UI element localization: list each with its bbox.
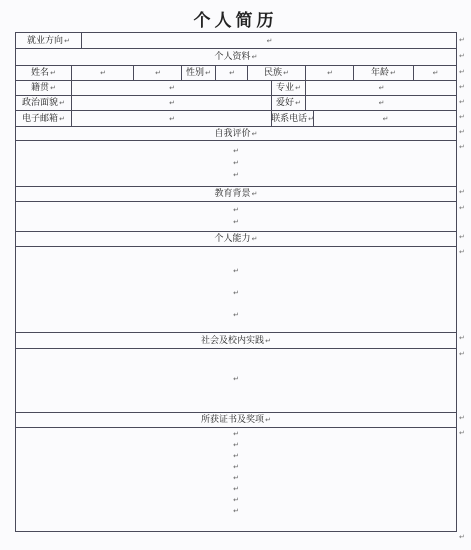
personal-row-1: 姓名 ↵ ↵ ↵ 性别 ↵ ↵ 民族 ↵ ↵ 年龄 ↵ ↵ — [16, 66, 456, 81]
certificates-header: 所获证书及奖项 ↵ — [16, 413, 456, 428]
career-label-cell: 就业方向 ↵ — [16, 33, 82, 48]
ethnicity-label: 民族 — [264, 68, 283, 78]
major-input[interactable]: ↵ — [378, 84, 385, 92]
career-label: 就业方向 — [27, 35, 64, 46]
certificates-title: 所获证书及奖项 — [201, 415, 265, 425]
name-label: 姓名 — [31, 68, 50, 78]
hobby-label: 爱好 — [276, 98, 295, 108]
self-eval-title: 自我评价 — [214, 128, 251, 139]
practice-body[interactable]: ↵ — [16, 349, 456, 413]
abilities-header: 个人能力 ↵ — [16, 232, 456, 247]
phone-input[interactable]: ↵ — [382, 114, 389, 123]
certificates-body[interactable]: ↵ ↵ ↵ ↵ ↵ ↵ ↵ ↵ — [233, 430, 239, 515]
personal-section-header: 个人资料 ↵ — [16, 49, 456, 66]
origin-label: 籍贯 — [31, 83, 50, 93]
education-body[interactable]: ↵ ↵ — [16, 202, 456, 232]
personal-section-title: 个人资料 — [214, 52, 251, 62]
abilities-body[interactable]: ↵ ↵ ↵ — [16, 247, 456, 333]
personal-row-2: 籍贯 ↵ ↵ 专业 ↵ ↵ — [16, 81, 456, 96]
practice-title: 社会及校内实践 — [201, 335, 265, 346]
email-input[interactable]: ↵ — [72, 111, 272, 126]
resume-form — [15, 32, 457, 532]
self-eval-header: 自我评价 ↵ — [16, 127, 456, 141]
name-input[interactable]: ↵ — [72, 66, 134, 80]
major-label: 专业 — [276, 83, 295, 93]
political-input[interactable]: ↵ — [72, 96, 272, 110]
practice-header: 社会及校内实践 ↵ — [16, 333, 456, 349]
origin-input[interactable]: ↵ — [72, 81, 272, 95]
ethnicity-input[interactable]: ↵ — [306, 66, 354, 80]
political-label: 政治面貌 — [22, 98, 59, 108]
phone-label: 联系电话 — [271, 113, 308, 124]
personal-row-4: 电子邮箱 ↵ ↵ 联系电话 ↵ ↵ — [16, 111, 456, 127]
name-input-extra[interactable]: ↵ — [134, 66, 182, 80]
gender-input[interactable]: ↵ — [216, 66, 248, 80]
education-header: 教育背景 ↵ — [16, 187, 456, 202]
email-label: 电子邮箱 — [22, 113, 59, 124]
education-title: 教育背景 — [214, 189, 251, 199]
self-eval-body[interactable]: ↵ ↵ ↵ — [16, 141, 456, 187]
resume-page: 个人简历 就业方向 ↵ ↵ 个人资料 ↵ 姓名 ↵ ↵ ↵ 性别 ↵ ↵ 民族 ↵ ↵ 年龄 ↵ ↵ 籍贯 ↵ ↵ 专业 ↵ ↵ 政治面貌 ↵ ↵ 爱好 ↵ ↵ 电子邮箱 ↵ ↵ 联系电话 ↵ ↵ 自我评价 ↵ ↵ ↵ ↵ 教育背景 ↵ ↵ ↵ 个人能力 ↵ ↵ ↵ ↵ 社会及校内实践 ↵ ↵ 所获证书及奖项 ↵ ↵ ↵ ↵ ↵ ↵ ↵ ↵ ↵ ↵ ↵ ↵ ↵ ↵ ↵ ↵ ↵ ↵ ↵ ↵ ↵ ↵ ↵ ↵ ↵ ↵ — [0, 0, 471, 550]
career-input[interactable]: ↵ — [266, 36, 273, 45]
age-input[interactable]: ↵ — [432, 69, 439, 77]
career-row — [16, 33, 456, 49]
personal-row-3: 政治面貌 ↵ ↵ 爱好 ↵ ↵ — [16, 96, 456, 111]
age-label: 年龄 — [371, 68, 390, 78]
gender-label: 性别 — [186, 68, 205, 78]
abilities-title: 个人能力 — [214, 234, 251, 244]
hobby-input[interactable]: ↵ — [378, 99, 385, 107]
page-title: 个人简历 — [193, 11, 278, 31]
